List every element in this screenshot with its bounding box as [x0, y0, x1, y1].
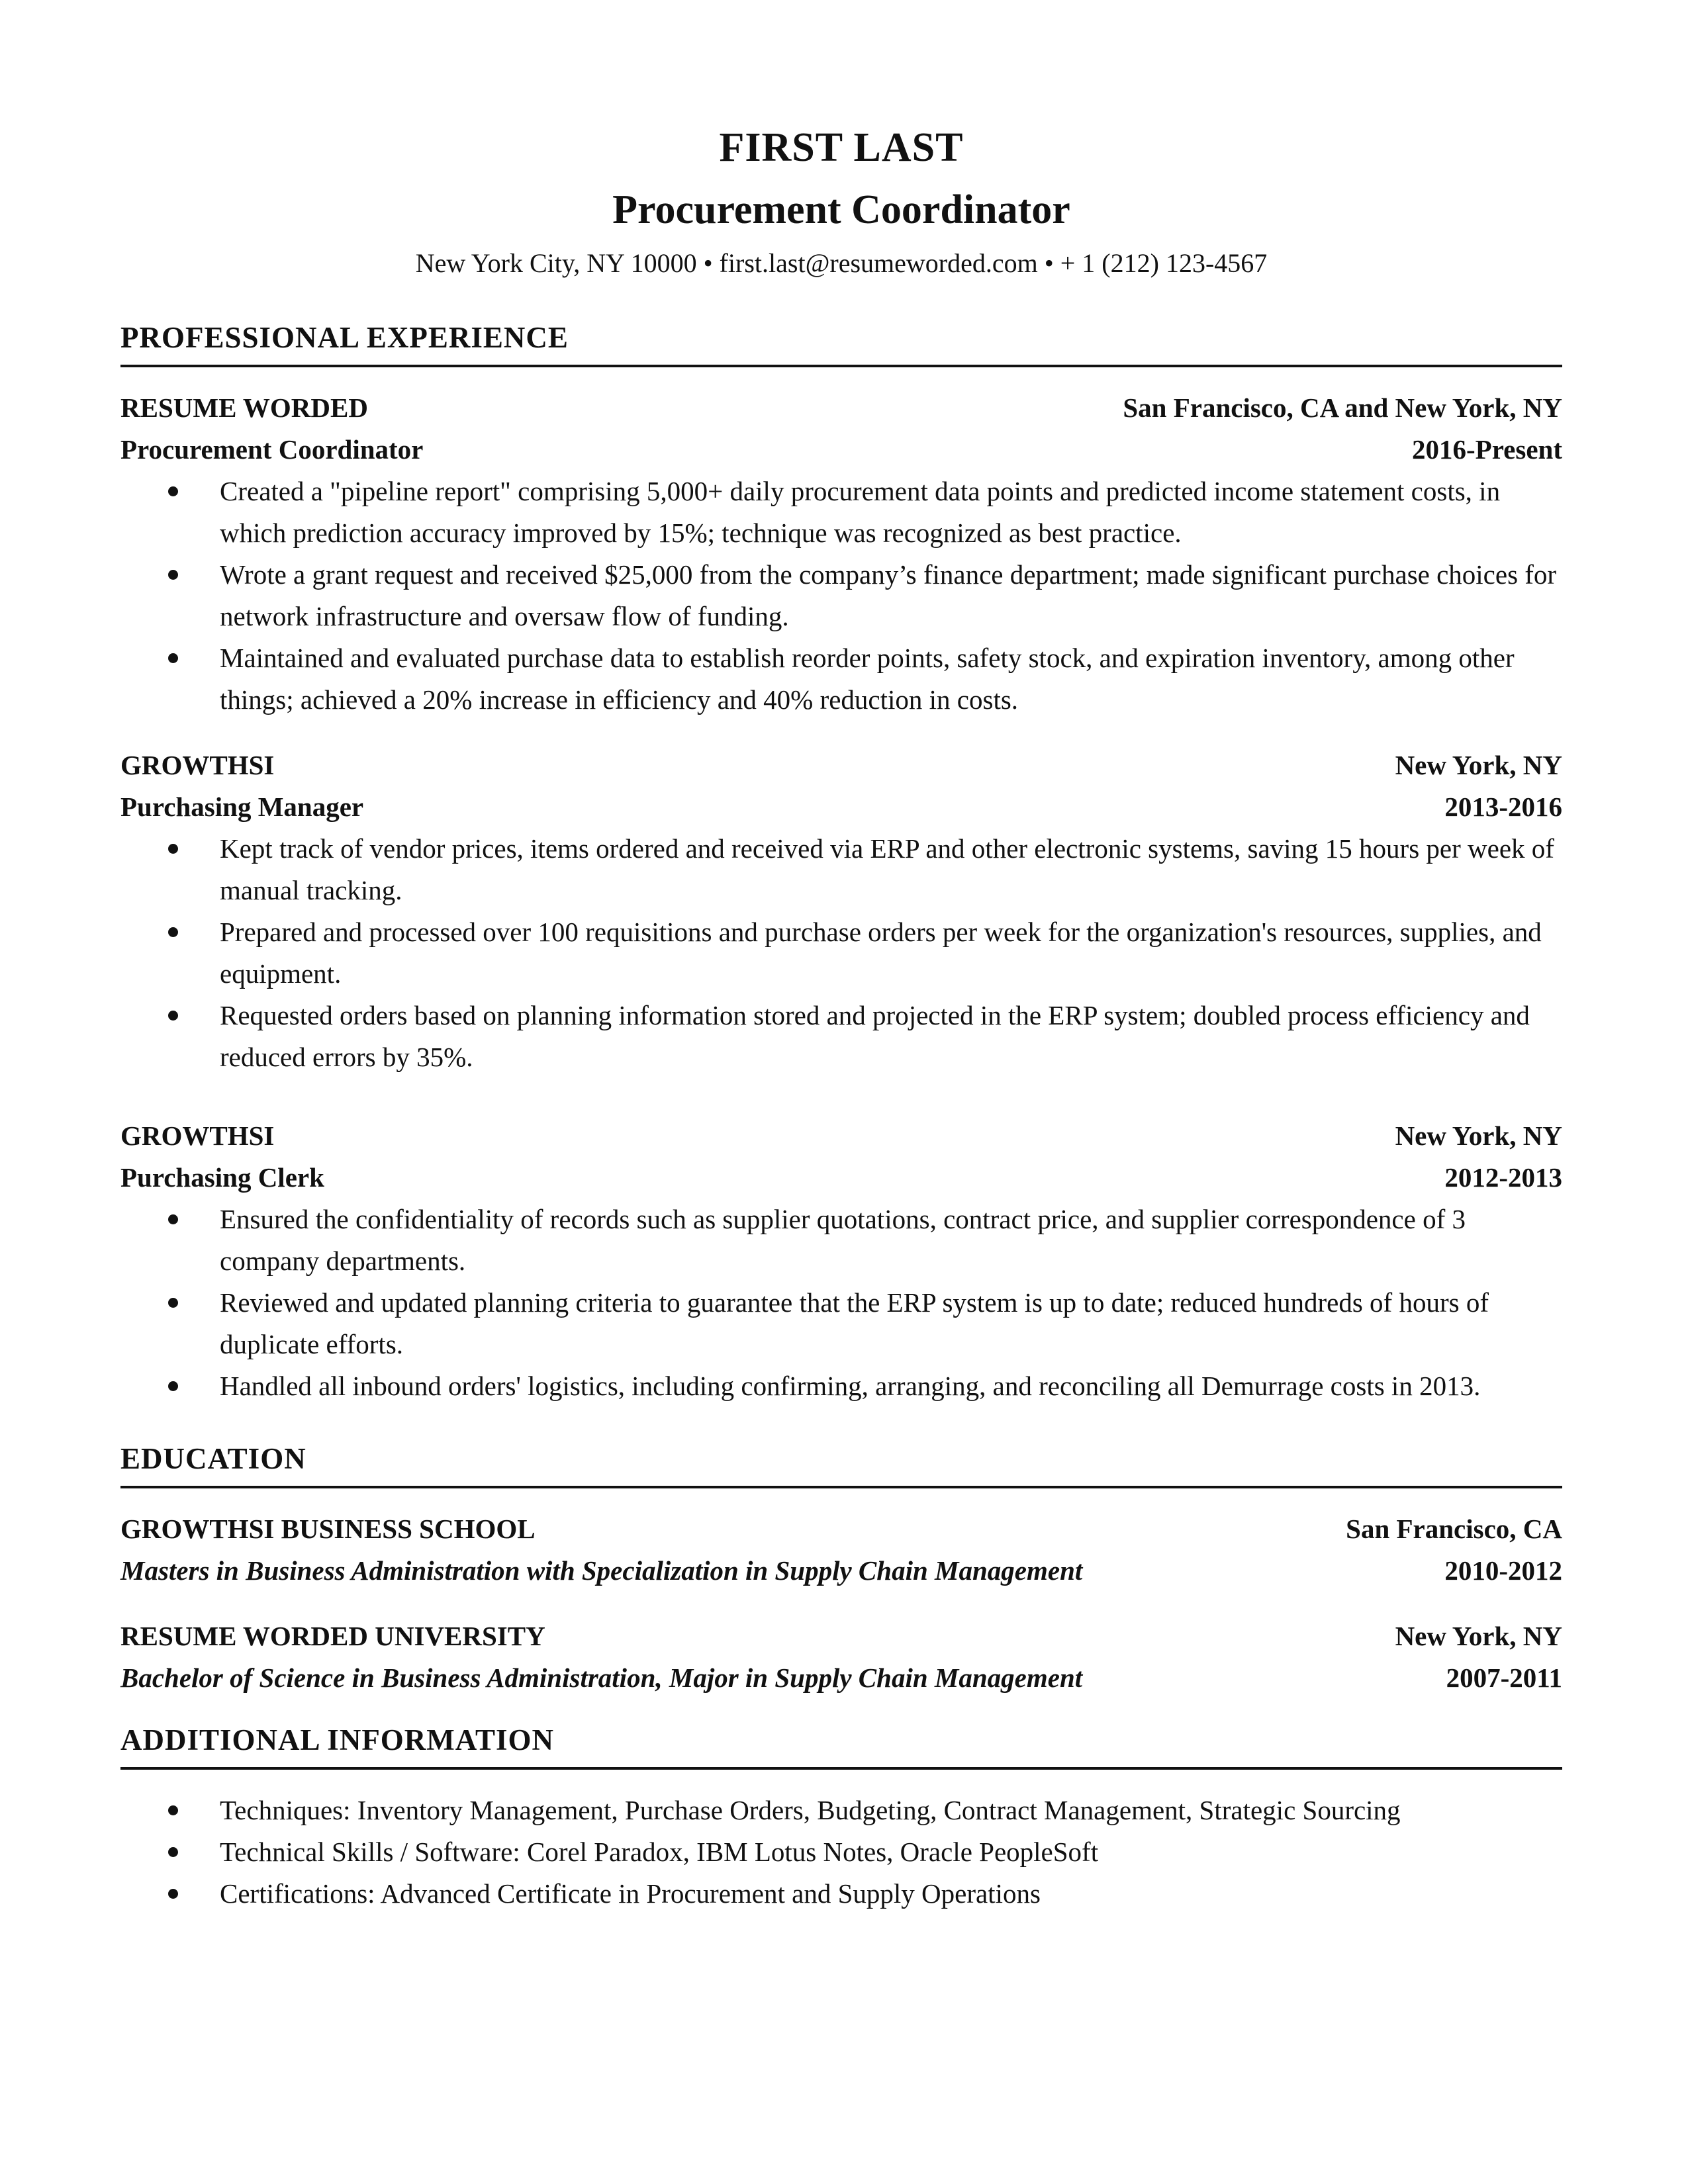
school-header — [120, 1508, 1562, 1550]
school-header — [120, 1615, 1562, 1657]
school-location: San Francisco, CA — [1346, 1514, 1562, 1544]
company-name: GROWTHSI — [120, 1120, 275, 1151]
section-title-education: EDUCATION — [120, 1444, 1562, 1488]
bullet-item: Maintained and evaluated purchase data to establish reorder points, safety stock, and expiration inventory, among other things; achieved a 20% increase in efficiency and 40% reduction in costs. — [220, 637, 1562, 721]
bullet-item: Wrote a grant request and received $25,000 from the company’s finance department; made significant purchase choices for network infrastructure and oversaw flow of funding. — [220, 554, 1562, 637]
degree-row — [120, 1550, 1562, 1592]
degree-title: Masters in Business Administration with Specialization in Supply Chain Management — [120, 1555, 1083, 1586]
job-header — [120, 1115, 1562, 1157]
company-name: GROWTHSI — [120, 750, 275, 780]
job-subheader — [120, 1157, 1562, 1199]
job-bullets — [120, 828, 1562, 1078]
contact-line: New York City, NY 10000 • first.last@resumeworded.com • + 1 (212) 123-4567 — [415, 248, 1268, 278]
job-dates: 2013-2016 — [1444, 792, 1562, 822]
section-title-experience: PROFESSIONAL EXPERIENCE — [120, 323, 1562, 367]
degree-row — [120, 1657, 1562, 1699]
bullet-item: Techniques: Inventory Management, Purchase Orders, Budgeting, Contract Management, Strategic Sourcing — [220, 1790, 1562, 1831]
job-location: New York, NY — [1395, 750, 1562, 780]
bullet-item: Kept track of vendor prices, items ordered and received via ERP and other electronic systems, saving 15 hours per week of manual tracking. — [220, 828, 1562, 911]
job-entry — [120, 745, 1562, 1078]
bullet-item: Ensured the confidentiality of records such as supplier quotations, contract price, and supplier correspondence of 3 company departments. — [220, 1199, 1562, 1282]
job-dates: 2012-2013 — [1444, 1162, 1562, 1193]
additional-section — [120, 1725, 1562, 1915]
job-entry — [120, 387, 1562, 721]
school-name: RESUME WORDED UNIVERSITY — [120, 1621, 545, 1651]
job-header — [120, 745, 1562, 786]
job-header — [120, 387, 1562, 429]
education-section — [120, 1444, 1562, 1699]
degree-dates: 2010-2012 — [1444, 1555, 1562, 1586]
education-entry — [120, 1508, 1562, 1592]
job-bullets — [120, 1199, 1562, 1407]
school-location: New York, NY — [1395, 1621, 1562, 1651]
bullet-item: Reviewed and updated planning criteria to guarantee that the ERP system is up to date; reduced hundreds of hours of duplicate efforts. — [220, 1282, 1562, 1365]
job-title: Purchasing Manager — [120, 792, 364, 822]
degree-title: Bachelor of Science in Business Administration, Major in Supply Chain Management — [120, 1662, 1083, 1693]
job-subheader — [120, 786, 1562, 828]
section-title-additional: ADDITIONAL INFORMATION — [120, 1725, 1562, 1770]
job-subheader — [120, 429, 1562, 471]
job-entry — [120, 1115, 1562, 1407]
bullet-item: Created a "pipeline report" comprising 5,000+ daily procurement data points and predicted income statement costs, in which prediction accuracy improved by 15%; technique was recognized as best practice. — [220, 471, 1562, 554]
bullet-item: Handled all inbound orders' logistics, including confirming, arranging, and reconciling all Demurrage costs in 2013. — [220, 1365, 1562, 1407]
job-bullets — [120, 471, 1562, 721]
degree-dates: 2007-2011 — [1446, 1662, 1562, 1693]
experience-section — [120, 323, 1562, 1407]
education-entry — [120, 1615, 1562, 1699]
bullet-item: Prepared and processed over 100 requisitions and purchase orders per week for the organization's resources, supplies, and equipment. — [220, 911, 1562, 995]
school-name: GROWTHSI BUSINESS SCHOOL — [120, 1514, 536, 1544]
bullet-item: Technical Skills / Software: Corel Paradox, IBM Lotus Notes, Oracle PeopleSoft — [220, 1831, 1562, 1873]
job-title: Purchasing Clerk — [120, 1162, 324, 1193]
additional-bullets — [120, 1790, 1562, 1915]
company-name: RESUME WORDED — [120, 392, 368, 423]
job-title: Procurement Coordinator — [120, 434, 424, 465]
job-dates: 2016-Present — [1412, 434, 1562, 465]
bullet-item: Certifications: Advanced Certificate in Procurement and Supply Operations — [220, 1873, 1562, 1915]
job-location: New York, NY — [1395, 1120, 1562, 1151]
candidate-name: FIRST LAST — [719, 125, 964, 170]
bullet-item: Requested orders based on planning information stored and projected in the ERP system; doubled process efficiency and reduced errors by 35%. — [220, 995, 1562, 1078]
candidate-headline: Procurement Coordinator — [612, 187, 1070, 232]
job-location: San Francisco, CA and New York, NY — [1123, 392, 1562, 423]
resume-header — [120, 0, 1562, 277]
